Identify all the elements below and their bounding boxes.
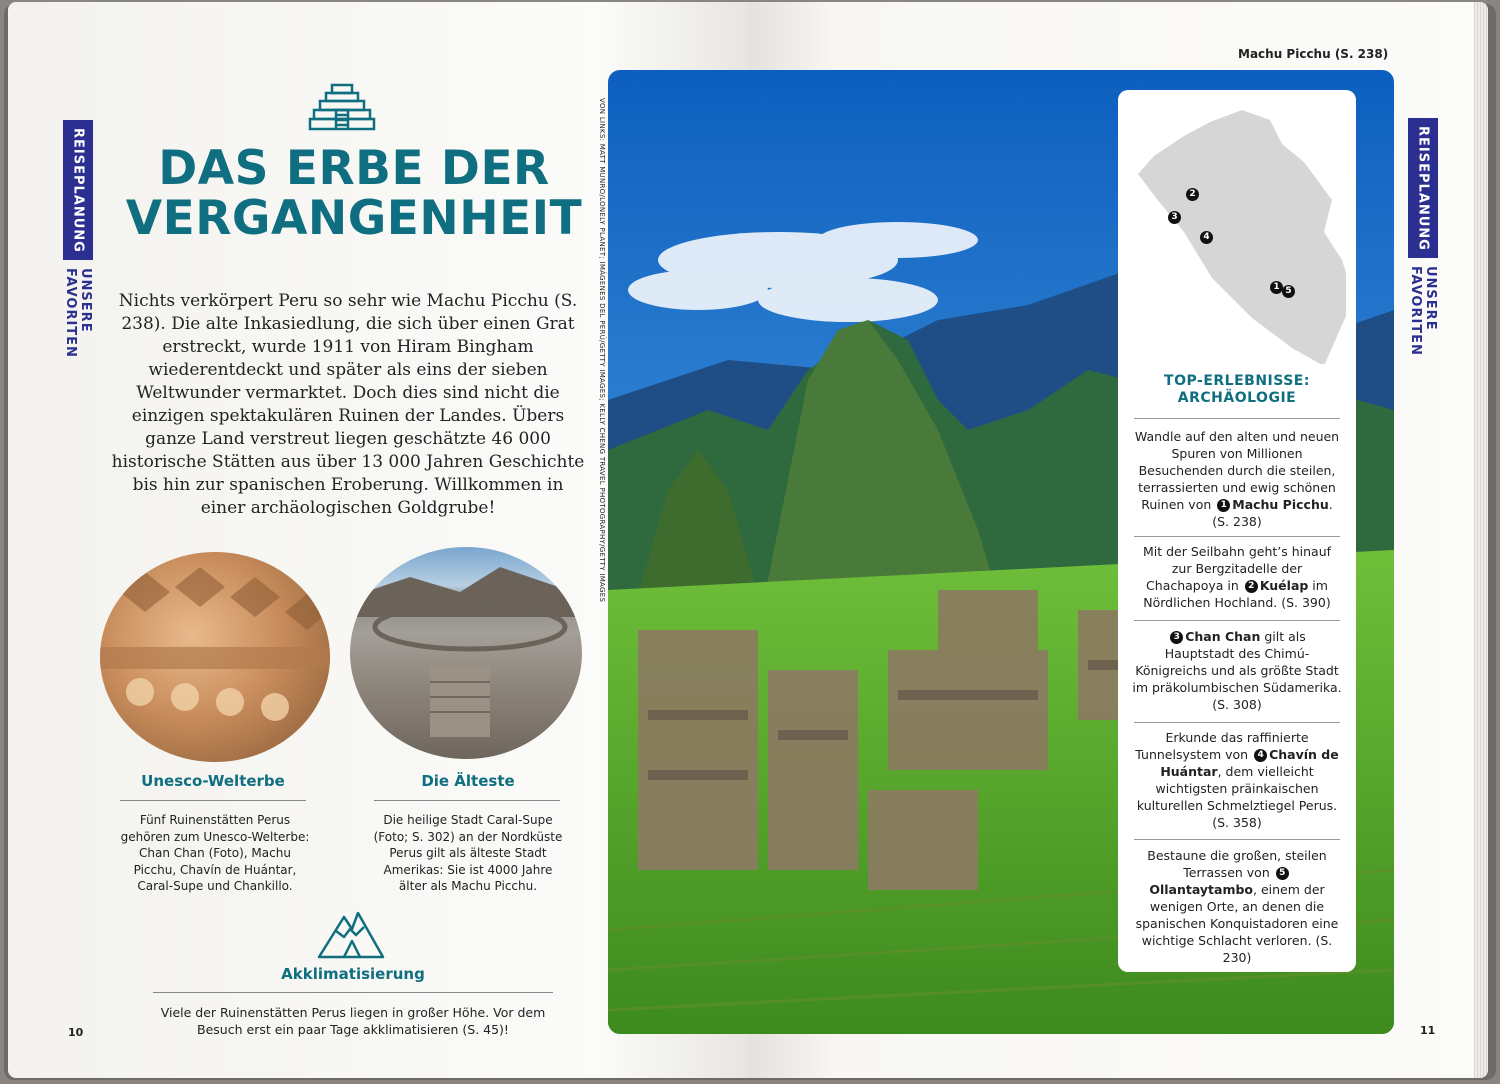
entry-machu-picchu bbox=[1132, 428, 1342, 530]
running-head: Machu Picchu (S. 238) bbox=[1238, 47, 1389, 61]
divider bbox=[1134, 536, 1340, 537]
entry-place-name: Machu Picchu bbox=[1232, 497, 1329, 512]
caral-supe-photo bbox=[350, 547, 582, 759]
intro-paragraph: Nichts verkörpert Peru so sehr wie Machu Picchu (S. 238). Die alte Inkasiedlung, die sich über einen Grat erstreckt, wurde 1911 von Hiram Bingham wiederentdeckt und später als eins der sieben Weltwunder vermarktet. Doch dies sind nicht die einzigen spektakulären Ruinen der Landes. Übers ganze Land verstreut liegen geschätzte 46 000 historische Stätten aus über 13 000 Jahren Geschichte bis hin zur spanischen Eroberung. Willkommen in einer archäologischen Goldgrube! bbox=[111, 291, 585, 518]
page-number-right: 11 bbox=[1420, 1024, 1436, 1037]
entry-text: im Nördlichen Hochland. (S. 390) bbox=[1143, 578, 1331, 610]
entry-text: Mit der Seilbahn geht’s hinauf zur Bergzitadelle der Chachapoya in bbox=[1142, 544, 1332, 593]
section-label: UNSERE FAVORITEN bbox=[63, 268, 93, 358]
peru-map bbox=[1132, 102, 1346, 364]
section-label-right: UNSERE FAVORITEN bbox=[1408, 266, 1438, 356]
map-marker-1: 1 bbox=[1270, 281, 1283, 294]
top-experiences-box bbox=[1118, 90, 1356, 972]
unesco-heading: Unesco-Welterbe bbox=[141, 772, 285, 790]
divider bbox=[374, 800, 560, 801]
divider bbox=[120, 800, 306, 801]
entry-place-name: Kuélap bbox=[1259, 578, 1309, 593]
entry-text: , einem der wenigen Orte, an denen die spanischen Konquistadoren eine wichtige Schlacht verloren. (S. 230) bbox=[1135, 882, 1339, 965]
divider bbox=[1134, 839, 1340, 840]
title-line-2: VERGANGENHEIT bbox=[125, 191, 583, 246]
entry-chavin bbox=[1132, 729, 1342, 831]
entry-text: , dem vielleicht wichtigsten präinkaischen kulturellen Schmelztiegel Perus. (S. 358) bbox=[1136, 764, 1338, 830]
entry-kuelap bbox=[1132, 543, 1342, 611]
entry-text: Bestaune die großen, steilen Terrassen von bbox=[1147, 848, 1327, 880]
unesco-text: Fünf Ruinenstätten Perus gehören zum Unesco-Welterbe: Chan Chan (Foto), Machu Picchu, Chavín de Huántar, Caral-Supe und Chankillo. bbox=[120, 813, 310, 893]
entry-text: Erkunde das raffinierte Tunnelsystem von bbox=[1135, 730, 1309, 762]
entry-ollantaytambo bbox=[1132, 847, 1342, 966]
entry-place-name: Chan Chan bbox=[1185, 629, 1261, 644]
entry-text: Wandle auf den alten und neuen Spuren von Millionen Besuchenden durch die steilen, terrassierten und ewig schönen Ruinen von bbox=[1134, 429, 1340, 512]
mountain-icon bbox=[316, 907, 386, 961]
divider bbox=[1134, 722, 1340, 723]
entry-number-badge: 1 bbox=[1217, 499, 1230, 512]
map-marker-2: 2 bbox=[1186, 188, 1199, 201]
photo-credit: VON LINKS: MATT MUNRO/LONELY PLANET; IMÁGENES DEL PERÚ/GETTY IMAGES; KELLY CHENG TRAVEL PHOTOGRAPHY/GETTY IMAGES bbox=[598, 98, 606, 603]
acclimatization-heading: Akklimatisierung bbox=[281, 965, 425, 983]
temple-icon bbox=[308, 82, 376, 132]
acclimatization-text: Viele der Ruinenstätten Perus liegen in großer Höhe. Vor dem Besuch erst ein paar Tage akklimatisieren (S. 45)! bbox=[160, 1005, 546, 1037]
divider bbox=[153, 992, 553, 993]
entry-number-badge: 3 bbox=[1170, 631, 1183, 644]
map-marker-4: 4 bbox=[1200, 231, 1213, 244]
page-number-left: 10 bbox=[68, 1026, 84, 1039]
page-title bbox=[104, 141, 604, 246]
entry-place-name: Chavín de Huántar bbox=[1160, 747, 1339, 779]
map-marker-3: 3 bbox=[1168, 211, 1181, 224]
map-marker-5: 5 bbox=[1282, 285, 1295, 298]
title-line-1: DAS ERBE DER bbox=[158, 141, 550, 196]
section-tab: REISEPLANUNG bbox=[63, 120, 93, 260]
oldest-text: Die heilige Stadt Caral-Supe (Foto; S. 302) an der Nordküste Perus gilt als älteste Stadt Amerikas: Sie ist 4000 Jahre älter als Machu Picchu. bbox=[373, 813, 563, 893]
entry-chan-chan bbox=[1132, 628, 1342, 713]
oldest-heading: Die Älteste bbox=[421, 772, 515, 790]
box-heading-line-1: TOP-ERLEBNISSE: bbox=[1164, 373, 1310, 389]
entry-number-badge: 2 bbox=[1245, 580, 1258, 593]
entry-number-badge: 4 bbox=[1254, 749, 1267, 762]
section-tab-right: REISEPLANUNG bbox=[1408, 118, 1438, 258]
divider bbox=[1134, 620, 1340, 621]
entry-text: gilt als Hauptstadt des Chimú-Königreichs und als größte Stadt im präkolumbischen Südamerika. (S. 308) bbox=[1132, 629, 1342, 712]
divider bbox=[1134, 418, 1340, 419]
chan-chan-photo bbox=[100, 552, 330, 762]
entry-place-name: Ollantaytambo bbox=[1149, 882, 1254, 897]
entry-number-badge: 5 bbox=[1276, 867, 1289, 880]
page-edge bbox=[1474, 2, 1488, 1078]
entry-text: . (S. 238) bbox=[1212, 497, 1333, 529]
box-heading-line-2: ARCHÄOLOGIE bbox=[1177, 390, 1297, 406]
